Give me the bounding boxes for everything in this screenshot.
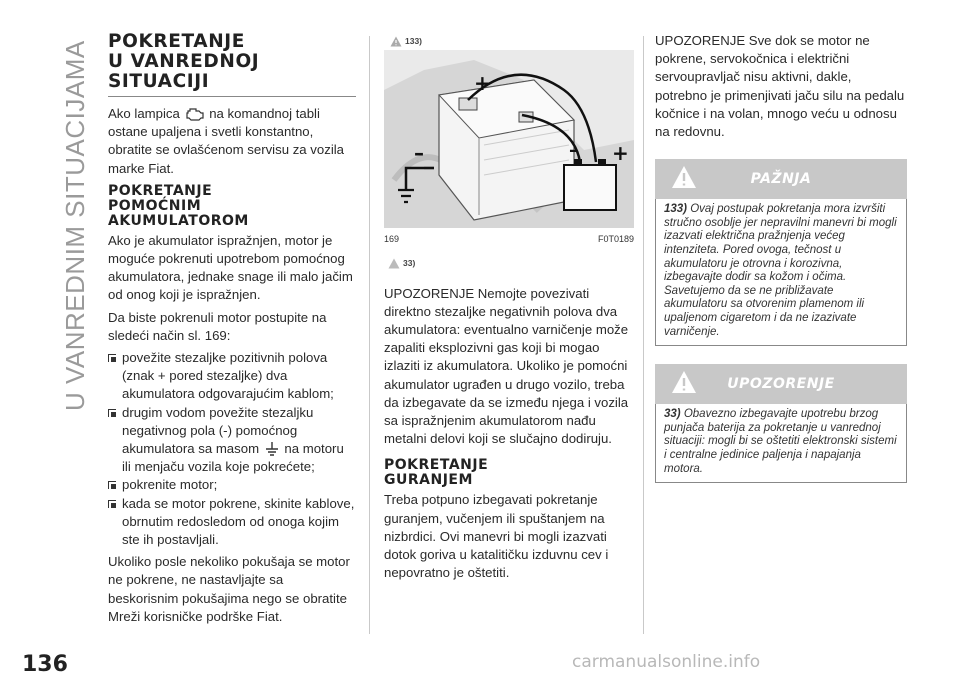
list-item (108, 404, 356, 477)
engine-warning-icon (186, 107, 204, 121)
discharged-battery (439, 80, 574, 220)
figure-number: 169 (384, 234, 400, 245)
paragraph: Ukoliko posle nekoliko pokušaja se motor ne pokrene, ne nastavljajte sa beskorisnim pokušajima nego se obratite Mreži korisničke podrške Fiat. (108, 554, 350, 624)
heading-line: SITUACIJI (108, 71, 210, 92)
column-middle (384, 32, 634, 586)
list-item-text: povežite stezaljke pozitivnih polova (znak + pored stezaljke) dva akumulatora odgovarajućim kablom; (122, 350, 334, 402)
page-number: 136 (22, 652, 68, 677)
box-ref: 133) (664, 203, 688, 216)
bullet-icon (108, 354, 116, 362)
heading-line: POMOĆNIM (108, 197, 202, 214)
column-divider (643, 36, 644, 634)
warning-box-header (655, 364, 907, 404)
list-item-text: kada se motor pokrene, skinite kablove, obrnutim redosledom od onoga kojim ste ih postavljali. (122, 495, 355, 548)
caution-box-body (655, 199, 907, 346)
subsection-heading (108, 184, 356, 229)
ref-label: 133) (405, 36, 423, 46)
list-item (108, 476, 356, 494)
minus-label: – (569, 140, 578, 162)
battery-illustration (384, 50, 634, 228)
warning-triangle-icon (671, 165, 697, 189)
ref-label: 33) (403, 258, 416, 269)
column-left (108, 32, 356, 630)
note-icon (388, 258, 400, 269)
plus-label: + (612, 141, 629, 166)
bullet-icon (108, 481, 116, 489)
ground-icon (265, 442, 279, 456)
paragraph: Da biste pokrenuli motor postupite na sledeći način sl. 169: (108, 309, 327, 343)
heading-line: GURANJEM (384, 472, 473, 489)
figure-code: F0T0189 (597, 234, 634, 245)
caution-box-header (655, 159, 907, 199)
subsection-heading (384, 458, 634, 488)
list-item-text (122, 404, 356, 477)
intro-text: Ako lampica (108, 106, 180, 121)
list-item-text: pokrenite motor; (122, 477, 218, 493)
intro-text: na komandnoj tabli ostane upaljena i svetli konstantno, obratite se ovlašćenom servisu za vozila marke Fiat. (108, 106, 345, 176)
paragraph: Treba potpuno izbegavati pokretanje guranjem, vučenjem ili spuštanjem na nizbrdici. Ovi manevri bi mogli izazvati dotok goriva u katalitičku izduvnu cev i nepovratno je oštetiti. (384, 492, 609, 581)
note-ref (388, 254, 634, 272)
bullet-icon (108, 500, 116, 508)
list-item-text-part: drugim vodom povežite stezaljku negativnog pola (-) pomoćnog (122, 404, 314, 438)
box-text: Obavezno izbegavajte upotrebu brzog punjača baterija za pokretanje u vanrednoj situaciji: mogli bi se oštetiti elektronski sistemi i centralne jedinice paljenja i napajanja motora. (664, 408, 897, 475)
warning-box-body (655, 404, 907, 483)
heading-line: AKUMULATOROM (108, 212, 249, 229)
box-title: PAŽNJA (750, 171, 812, 188)
paragraph: UPOZORENJE Sve dok se motor ne pokrene, servokočnica i električni servoupravljač nisu aktivni, dakle, potrebno je primenjivati jaču silu na pedalu kočnice i na volan, mnogo veću u odnosu na redovnu. (655, 33, 905, 140)
box-text: Ovaj postupak pokretanja mora izvršiti stručno osoblje jer nepravilni manevri bi mogli izazvati električna pražnjenja većeg intenziteta. Pored ovoga, tečnost u akumulatoru je otrovna i korozivna, izbegavajte dodir sa kožom i očima. Savetujemo da se ne približavate akumulatoru sa otvorenim plamenom ili upaljenom cigaretom i da ne izazivate varničenje. (664, 203, 897, 338)
heading-line: POKRETANJE (108, 182, 213, 199)
list-item (108, 349, 356, 404)
paragraph: UPOZORENJE Nemojte povezivati direktno stezaljke negativnih polova dva akumulatora: eventualno varničenje može zapaliti eksplozivni gas koji bi mogao izlaziti iz akumulatora. Ukoliko je pomoćni akumulator ugrađen u drugo vozilo, treba da izbegavate da se između njega i vozila sa ispražnjenim akumulatorom nađu metalni delovi koji se slučajno dodiruju. (384, 285, 629, 447)
watermark: carmanualsonline.info (572, 652, 761, 672)
list-item-text-part: na motoru ili menjaču vozila koje pokrećete; (122, 441, 344, 475)
heading-line: U VANREDNOJ (108, 51, 260, 72)
box-ref: 33) (664, 408, 681, 421)
heading-line: POKRETANJE (384, 457, 489, 474)
list-item-text-part: akumulatora sa masom (122, 441, 260, 457)
minus-label: – (414, 141, 424, 166)
column-right (655, 32, 907, 483)
warning-triangle-icon (671, 370, 697, 394)
figure-caption (384, 230, 634, 248)
heading-line: POKRETANJE (108, 31, 246, 52)
plus-label: + (474, 71, 491, 96)
intro-paragraph (108, 105, 356, 178)
list-item (108, 495, 356, 550)
column-divider (369, 36, 370, 634)
battery-jump-start-figure (384, 50, 634, 228)
paragraph: Ako je akumulator ispražnjen, motor je moguće pokrenuti upotrebom pomoćnog akumulatora, jednake snage ili malo jačim od onog koji je ispražnjen. (108, 232, 353, 303)
section-heading (108, 32, 356, 97)
warning-triangle-icon (390, 36, 402, 47)
box-title: UPOZORENJE (727, 376, 835, 393)
figure-warning-ref (390, 32, 634, 50)
bullet-icon (108, 409, 116, 417)
chapter-title-vertical: U VANREDNIM SITUACIJAMA (60, 40, 90, 411)
